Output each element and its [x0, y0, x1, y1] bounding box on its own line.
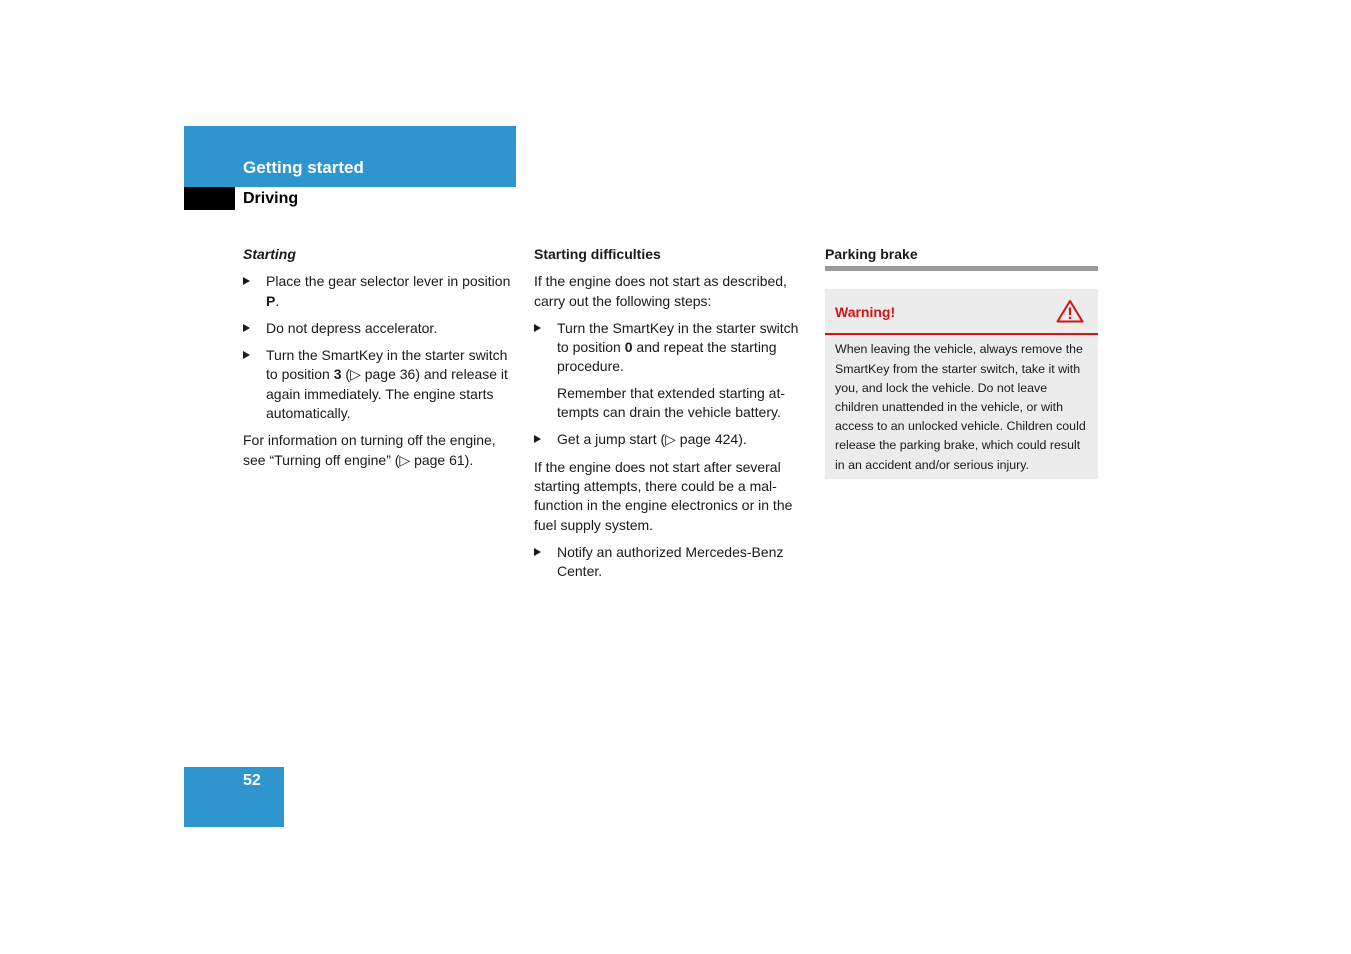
list-item: Turn the SmartKey in the starter switch to position 0 and repeat the starting procedure.: [534, 319, 806, 377]
warning-triangle-icon: [1056, 299, 1084, 323]
bullet-arrow-icon: [243, 351, 250, 359]
list-item: Do not depress accelerator.: [243, 319, 515, 338]
page-number: 52: [243, 772, 261, 789]
bullet-arrow-icon: [534, 435, 541, 443]
malfunction-text: If the engine does not start after several starting attempts, there could be a mal-function in the engine electronics or in the fuel supply system.: [534, 458, 793, 533]
column-starting-difficulties: [534, 245, 806, 589]
warning-box: [825, 289, 1098, 478]
header-tab-marker: [184, 187, 235, 210]
bullet-arrow-icon: [243, 324, 250, 332]
list-item: Notify an authorized Mercedes-Benz Center.: [534, 543, 806, 582]
heading-rule: [825, 266, 1098, 271]
starting-difficulties-heading: Starting difficulties: [534, 246, 661, 262]
turning-off-reference: For information on turning off the engine, see “Turning off engine” (▷ page 61).: [243, 432, 496, 468]
list-item: Place the gear selector lever in position P.: [243, 272, 515, 311]
subsection-title: Driving: [243, 190, 299, 207]
bullet-arrow-icon: [534, 324, 541, 332]
parking-brake-heading: Parking brake: [825, 246, 918, 262]
bullet-arrow-icon: [534, 548, 541, 556]
warning-label: Warning!: [835, 304, 896, 321]
page-number-box: [184, 767, 284, 827]
section-title: Getting started: [243, 158, 364, 177]
column-starting: [243, 245, 515, 478]
list-item: Get a jump start (▷ page 424).: [534, 430, 806, 449]
warning-text: When leaving the vehicle, always remove the SmartKey from the starter switch, take it with you, and lock the vehicle. Do not leave children unattended in the vehicle, or with access to an unlocked vehicle. Children could release the parking brake, which could result in an accident and/or serious injury.: [835, 342, 1086, 472]
intro-text: If the engine does not start as described, carry out the following steps:: [534, 273, 787, 309]
list-item: Turn the SmartKey in the starter switch to position 3 (▷ page 36) and release it again immediately. The engine starts automatically.: [243, 346, 515, 423]
warning-header: [825, 289, 1098, 335]
bullet-arrow-icon: [243, 277, 250, 285]
column-parking-brake: [825, 245, 1098, 479]
starting-heading: Starting: [243, 246, 296, 262]
battery-note: Remember that extended starting at-tempts can drain the vehicle battery.: [557, 384, 786, 421]
